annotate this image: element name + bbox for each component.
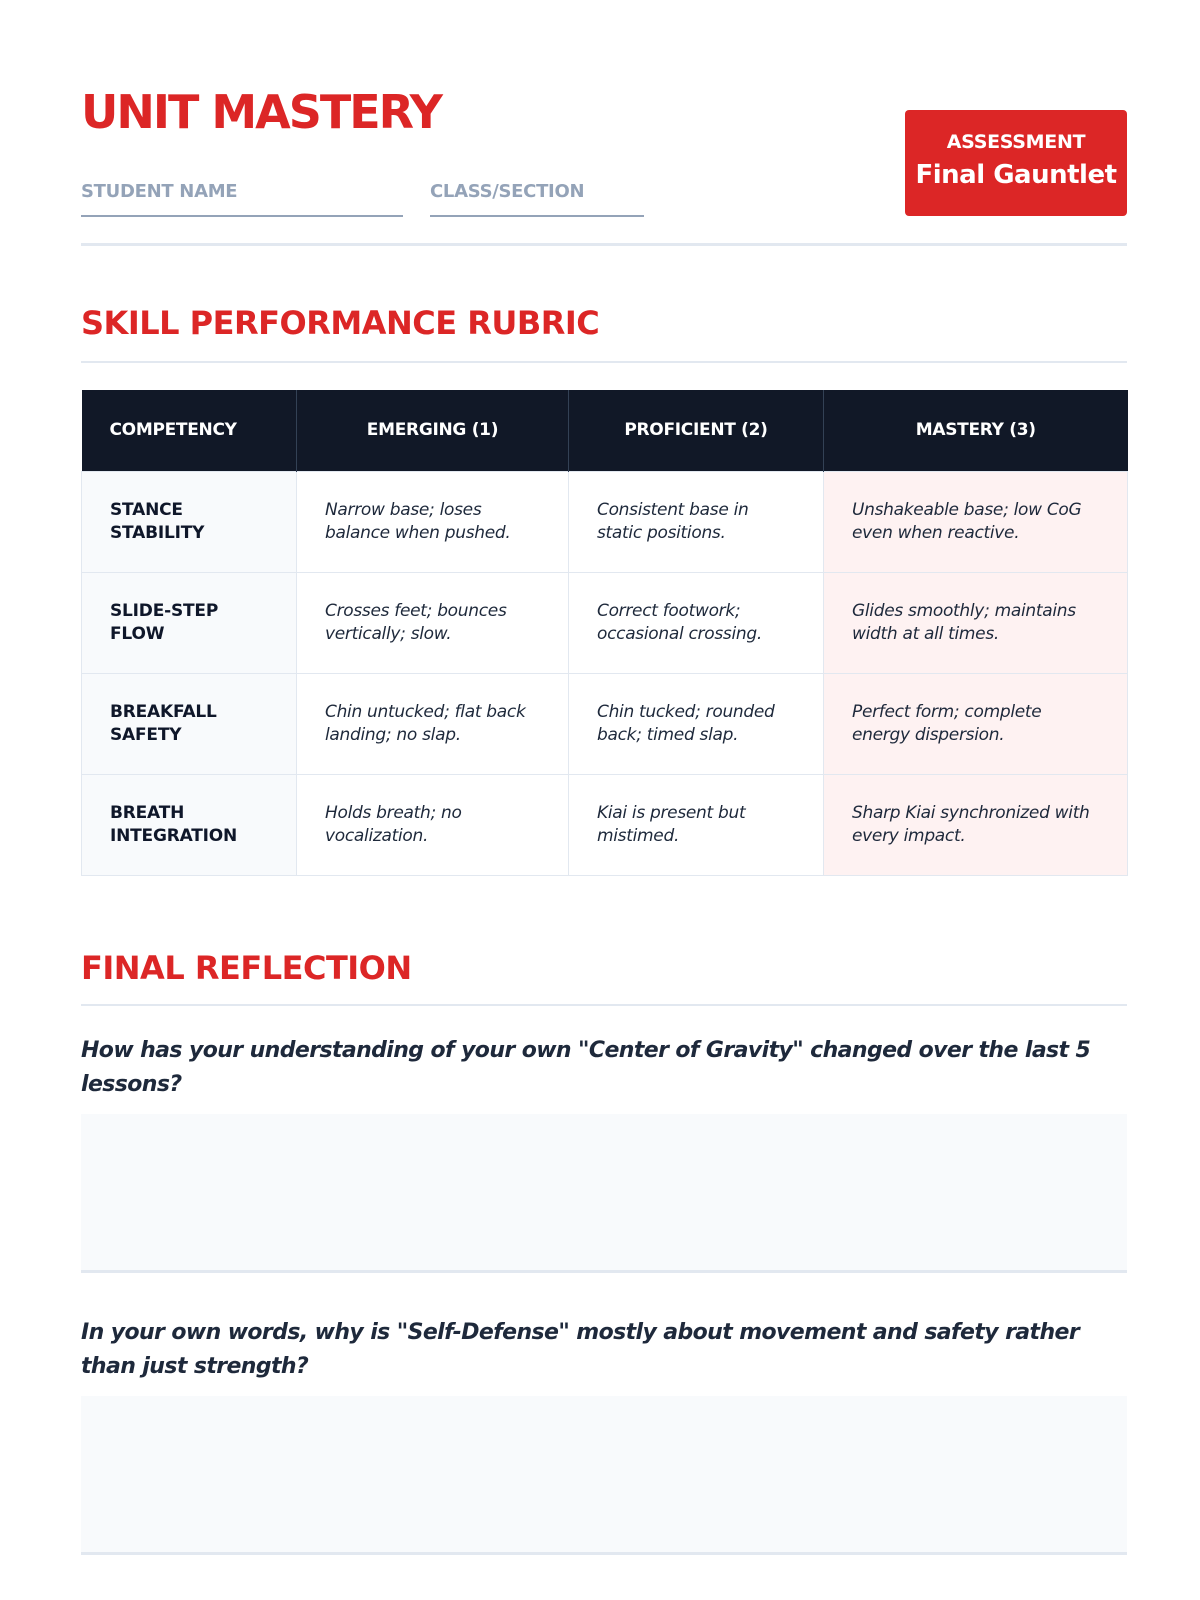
reflection-answer-area[interactable] [81,1396,1127,1555]
competency-cell: BREATH INTEGRATION [82,774,297,875]
emerging-cell: Narrow base; loses balance when pushed. [297,471,569,572]
worksheet-header [81,0,1127,246]
proficient-cell: Consistent base in static positions. [569,471,824,572]
rubric-table [81,390,1128,876]
class-section-field[interactable] [430,178,644,217]
worksheet-page [81,0,1127,1379]
proficient-cell: Kiai is present but mistimed. [569,774,824,875]
column-header-emerging: EMERGING (1) [297,390,569,471]
reflection-divider [81,1004,1127,1006]
assessment-value: Final Gauntlet [915,160,1117,190]
emerging-cell: Holds breath; no vocalization. [297,774,569,875]
table-row [82,774,1128,875]
rubric-section-title: SKILL PERFORMANCE RUBRIC [81,304,600,342]
reflection-question: In your own words, why is "Self-Defense" mostly about movement and safety rather than just strength? [81,1320,1080,1379]
assessment-badge [905,110,1127,216]
competency-cell: BREAKFALL SAFETY [82,673,297,774]
emerging-cell: Crosses feet; bounces vertically; slow. [297,572,569,673]
proficient-cell: Correct footwork; occasional crossing. [569,572,824,673]
mastery-cell: Sharp Kiai synchronized with every impact. [824,774,1128,875]
rubric-header-row [82,390,1128,471]
table-row [82,471,1128,572]
mastery-cell: Glides smoothly; maintains width at all times. [824,572,1128,673]
table-row [82,673,1128,774]
proficient-cell: Chin tucked; rounded back; timed slap. [569,673,824,774]
column-header-competency: COMPETENCY [82,390,297,471]
mastery-cell: Unshakeable base; low CoG even when reactive. [824,471,1128,572]
student-name-label: STUDENT NAME [81,181,238,202]
table-row [82,572,1128,673]
reflection-question: How has your understanding of your own "Center of Gravity" changed over the last 5 lessons? [81,1038,1091,1097]
reflection-section-title: FINAL REFLECTION [81,949,412,987]
mastery-cell: Perfect form; complete energy dispersion. [824,673,1128,774]
rubric-divider [81,361,1127,363]
emerging-cell: Chin untucked; flat back landing; no slap. [297,673,569,774]
reflection-answer-area[interactable] [81,1114,1127,1273]
competency-cell: SLIDE-STEP FLOW [82,572,297,673]
class-section-label: CLASS/SECTION [430,181,585,202]
page-title: UNIT MASTERY [81,85,441,139]
competency-cell: STANCE STABILITY [82,471,297,572]
column-header-proficient: PROFICIENT (2) [569,390,824,471]
assessment-label: ASSESSMENT [946,131,1086,153]
student-name-field[interactable] [81,178,403,217]
column-header-mastery: MASTERY (3) [824,390,1128,471]
